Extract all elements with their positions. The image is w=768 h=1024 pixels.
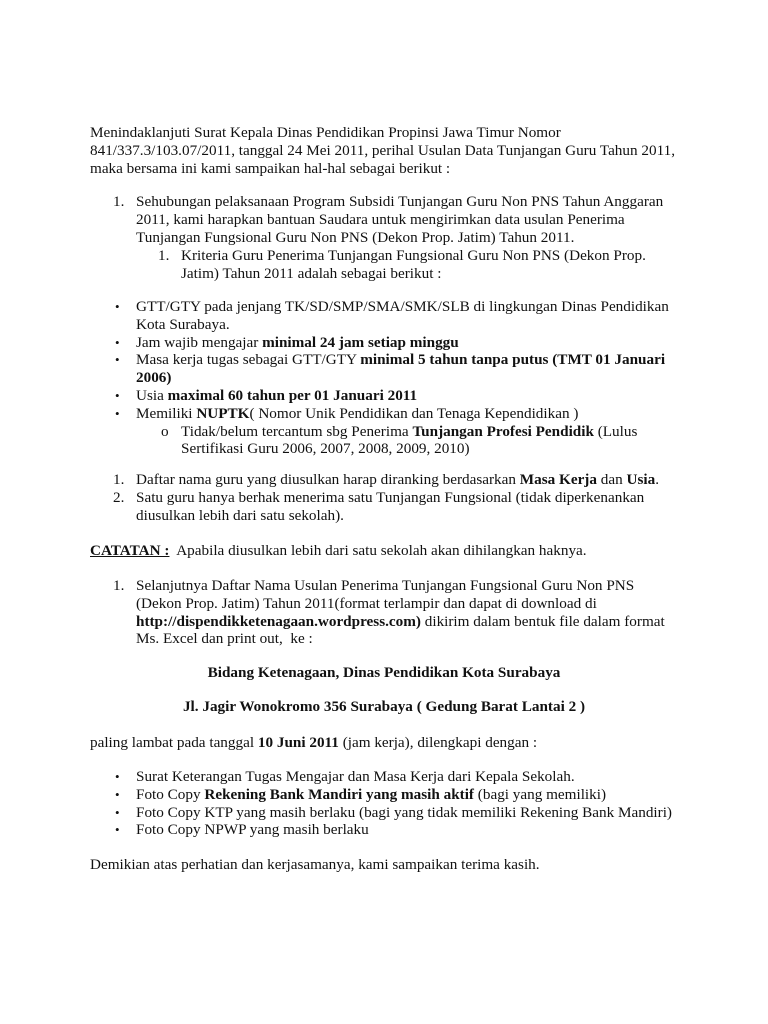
- text-run: Masa kerja tugas sebagai GTT/GTY: [136, 351, 361, 369]
- intro-line: maka bersama ini kami sampaikan hal-hal sebagai berikut :: [90, 159, 451, 177]
- list-item: [115, 404, 736, 423]
- intro-line: Menindaklanjuti Surat Kepala Dinas Pendidikan Propinsi Jawa Timur Nomor: [90, 124, 561, 141]
- closing-line: Demikian atas perhatian dan kerjasamanya, kami sampaikan terima kasih.: [90, 856, 540, 873]
- catatan-paragraph: [90, 542, 690, 560]
- attachments-list: [115, 768, 736, 839]
- item-line: 2011, kami harapkan bantuan Saudara untuk mengirimkan data usulan Penerima: [136, 210, 625, 228]
- list-item: [115, 768, 736, 786]
- bullet-icon: •: [115, 786, 120, 802]
- list-item-text: Satu guru hanya berhak menerima satu Tunjangan Fungsional (tidak diperkenankan: [136, 488, 645, 506]
- list-item-text: [136, 471, 736, 489]
- bold-text: Tunjangan Profesi Pendidik: [412, 422, 594, 440]
- text-run: Tidak/belum tercantum sbg Penerima: [181, 422, 413, 440]
- text-run: Usia: [136, 386, 168, 404]
- list-item: [115, 803, 736, 822]
- text-run: Memiliki: [136, 404, 197, 422]
- catatan-line: [90, 542, 690, 560]
- sub-item-1: [158, 247, 768, 283]
- list-item-text: Kota Surabaya.: [136, 315, 230, 333]
- deadline-line: [90, 734, 690, 752]
- list-item-text: [136, 786, 736, 804]
- list-item-text: Sertifikasi Guru 2006, 2007, 2008, 2009, 2010): [181, 440, 470, 458]
- list-item: [115, 333, 736, 352]
- text-run: .: [655, 471, 659, 488]
- item-line: [136, 613, 736, 631]
- list-item: [115, 821, 736, 839]
- bold-text: Rekening Bank Mandiri yang masih aktif: [204, 785, 474, 803]
- item-line: Sehubungan pelaksanaan Program Subsidi Tunjangan Guru Non PNS Tahun Anggaran: [136, 193, 664, 210]
- list-item: [115, 351, 736, 387]
- text-run: (Lulus: [593, 422, 638, 440]
- numbered-item-1: [113, 193, 736, 246]
- list-item-text: [136, 405, 736, 423]
- list-item-text: GTT/GTY pada jenjang TK/SD/SMP/SMA/SMK/SLB di lingkungan Dinas Pendidikan: [136, 298, 669, 315]
- list-item-text: Surat Keterangan Tugas Mengajar dan Masa Kerja dari Kepala Sekolah.: [136, 768, 575, 785]
- sub-list-item: [161, 422, 736, 459]
- intro-paragraph: [90, 124, 690, 177]
- catatan-text: Apabila diusulkan lebih dari satu sekolah akan dihilangkan haknya.: [169, 542, 587, 559]
- list-item-text: [136, 369, 736, 387]
- list-item-text: [136, 387, 736, 405]
- bold-text: minimal 24 jam setiap minggu: [262, 333, 459, 351]
- list-item-text: Foto Copy KTP yang masih berlaku (bagi yang tidak memiliki Rekening Bank Mandiri): [136, 803, 672, 821]
- item-number: 1.: [113, 193, 125, 210]
- text-run: dikirim dalam bentuk file dalam format: [420, 612, 665, 630]
- ranking-list: [113, 471, 736, 524]
- intro-line: 841/337.3/103.07/2011, tanggal 24 Mei 2011, perihal Usulan Data Tunjangan Guru Tahun 2011,: [90, 141, 675, 159]
- address-line-2: Jl. Jagir Wonokromo 356 Surabaya ( Gedung Barat Lantai 2 ): [182, 698, 586, 715]
- item-line: Selanjutnya Daftar Nama Usulan Penerima Tunjangan Fungsional Guru Non PNS: [136, 577, 635, 594]
- item-number: 1.: [113, 471, 125, 488]
- list-item-text: [136, 334, 736, 352]
- item-line: Ms. Excel dan print out, ke :: [136, 630, 313, 648]
- sub-item-number: 1.: [158, 247, 170, 264]
- list-item-text: Foto Copy NPWP yang masih berlaku: [136, 821, 369, 839]
- catatan-label: CATATAN :: [90, 542, 170, 559]
- list-item-text: [136, 351, 736, 369]
- deadline-paragraph: [90, 734, 690, 752]
- list-item-text: [181, 423, 736, 441]
- item-line: Tunjangan Fungsional Guru Non PNS (Dekon Prop. Jatim) Tahun 2011.: [136, 228, 575, 246]
- text-run: Daftar nama guru yang diusulkan harap diranking berdasarkan: [136, 471, 520, 488]
- bullet-icon: •: [115, 822, 120, 838]
- list-item: [115, 386, 736, 405]
- bold-text: minimal 5 tahun tanpa putus (TMT 01 Januari: [360, 351, 666, 369]
- address-line-1: Bidang Ketenagaan, Dinas Pendidikan Kota Surabaya: [207, 664, 561, 681]
- item-number: 2.: [113, 488, 125, 506]
- item-number: 1.: [113, 577, 125, 594]
- bullet-icon: •: [115, 334, 120, 350]
- text-run: paling lambat pada tanggal: [90, 734, 258, 751]
- bold-text: NUPTK: [196, 404, 250, 422]
- text-run: dan: [596, 471, 627, 488]
- bold-text: Usia: [626, 471, 656, 488]
- circle-bullet-icon: o: [161, 422, 169, 440]
- bullet-icon: •: [115, 405, 120, 421]
- bold-text: 2006): [136, 369, 172, 387]
- text-run: Jam wajib mengajar: [136, 333, 263, 351]
- criteria-list: [115, 298, 736, 458]
- closing-paragraph: [90, 856, 690, 874]
- bullet-icon: •: [115, 804, 120, 820]
- download-url-link[interactable]: http://dispendikketenagaan.wordpress.com): [136, 612, 421, 630]
- bold-text: Masa Kerja: [519, 471, 597, 488]
- text-run: ( Nomor Unik Pendidikan dan Tenaga Kependidikan ): [249, 404, 579, 422]
- item-line: (Dekon Prop. Jatim) Tahun 2011(format terlampir dan dapat di download di: [136, 594, 597, 612]
- sub-item-line: Jatim) Tahun 2011 adalah sebagai berikut :: [181, 264, 442, 282]
- sub-item-line: Kriteria Guru Penerima Tunjangan Fungsional Guru Non PNS (Dekon Prop.: [181, 247, 646, 264]
- text-run: (jam kerja), dilengkapi dengan :: [338, 734, 538, 751]
- bullet-icon: •: [115, 352, 120, 368]
- numbered-item-selanjutnya: [113, 577, 736, 648]
- text-run: Foto Copy: [136, 785, 205, 803]
- list-item: [113, 488, 736, 525]
- bullet-icon: •: [115, 387, 120, 403]
- deadline-date: 10 Juni 2011: [257, 734, 339, 751]
- list-item-text: diusulkan lebih dari satu sekolah).: [136, 506, 344, 524]
- bullet-icon: •: [115, 299, 120, 314]
- list-item: [113, 471, 736, 489]
- bullet-icon: •: [115, 769, 120, 784]
- bold-text: maximal 60 tahun per 01 Januari 2011: [167, 386, 418, 404]
- list-item: [115, 298, 736, 334]
- text-run: (bagi yang memiliki): [474, 785, 607, 803]
- list-item: [115, 785, 736, 804]
